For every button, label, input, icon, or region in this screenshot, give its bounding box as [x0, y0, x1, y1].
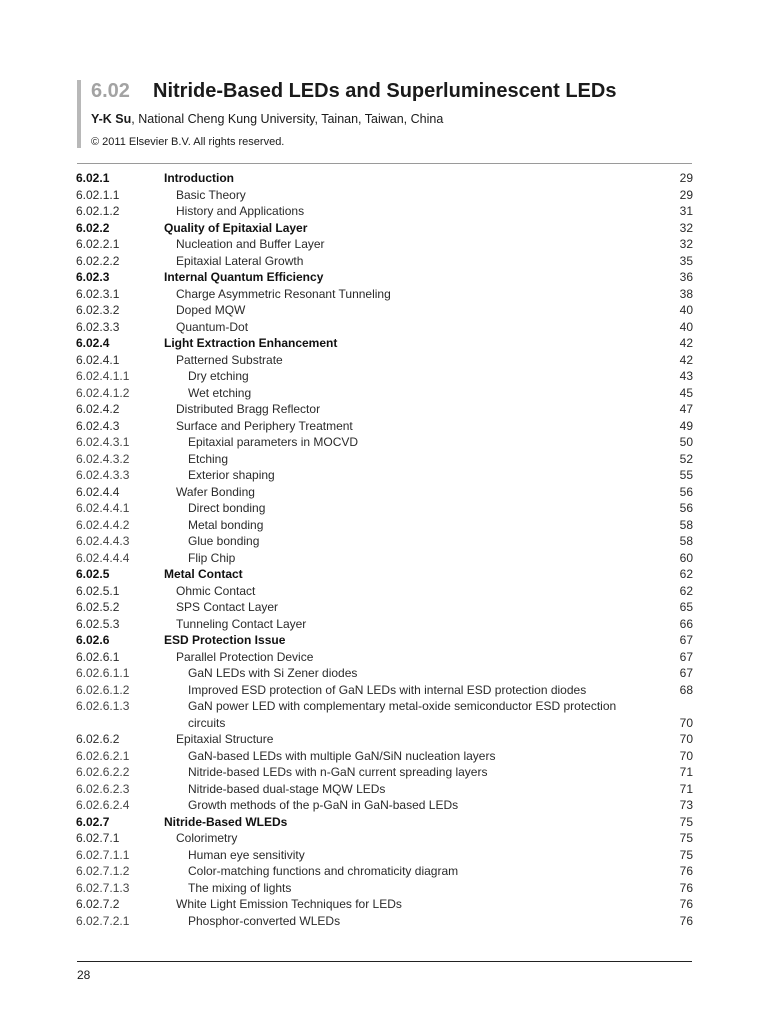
toc-page-number: 71	[679, 765, 693, 779]
toc-section-number: 6.02.4.4.3	[76, 534, 130, 548]
toc-section-number: 6.02.6.1.3	[76, 699, 130, 713]
toc-page-number: 60	[679, 550, 693, 565]
toc-page-number: 70	[679, 748, 693, 763]
author-affiliation: , National Cheng Kung University, Tainan, Taiwan, China	[131, 112, 444, 126]
toc-section-title: Epitaxial Structure	[176, 732, 274, 746]
toc-entry	[76, 566, 693, 583]
toc-section-number: 6.02.2	[76, 220, 110, 235]
toc-section-number: 6.02.7	[76, 814, 110, 829]
toc-entry	[76, 236, 693, 253]
toc-entry	[76, 385, 693, 402]
toc-section-number: 6.02.2.1	[76, 237, 120, 251]
toc-section-number: 6.02.4.2	[76, 402, 120, 416]
table-of-contents	[76, 170, 693, 929]
toc-page-number: 76	[679, 864, 693, 878]
toc-section-title: Quality of Epitaxial Layer	[164, 220, 308, 235]
toc-page-number: 70	[679, 715, 693, 730]
toc-entry	[76, 418, 693, 435]
toc-section-number: 6.02.7.1.1	[76, 847, 130, 862]
toc-entry	[76, 550, 693, 567]
toc-section-title: Introduction	[164, 171, 234, 185]
toc-section-number: 6.02.4.4.1	[76, 501, 130, 515]
toc-section-number: 6.02.6	[76, 633, 110, 647]
toc-entry	[76, 847, 693, 864]
toc-entry	[76, 583, 693, 600]
toc-section-title: Nucleation and Buffer Layer	[176, 237, 325, 251]
toc-section-number: 6.02.3.3	[76, 319, 120, 334]
chapter-title: Nitride-Based LEDs and Superluminescent LEDs	[153, 80, 617, 102]
toc-section-number: 6.02.6.1.2	[76, 682, 130, 697]
toc-section-title: Flip Chip	[188, 550, 236, 565]
toc-section-number: 6.02.4.3	[76, 418, 120, 433]
toc-entry	[76, 863, 693, 880]
toc-entry	[76, 814, 693, 831]
toc-section-title: GaN LEDs with Si Zener diodes	[188, 666, 358, 680]
toc-section-number: 6.02.3.1	[76, 286, 120, 301]
toc-entry	[76, 203, 693, 220]
toc-section-title: Growth methods of the p-GaN in GaN-based LEDs	[188, 798, 459, 812]
toc-page-number: 56	[679, 484, 693, 499]
toc-entry	[76, 170, 693, 187]
toc-section-title: Dry etching	[188, 369, 249, 383]
toc-page-number: 75	[679, 847, 693, 862]
toc-entry	[76, 665, 693, 682]
toc-section-title: Direct bonding	[188, 501, 266, 515]
toc-section-number: 6.02.6.2.2	[76, 765, 130, 779]
toc-section-title: Metal bonding	[188, 517, 264, 532]
toc-entry	[76, 302, 693, 319]
toc-entry	[76, 880, 693, 897]
toc-section-number: 6.02.6.2.4	[76, 798, 130, 812]
toc-entry	[76, 764, 693, 781]
toc-page-number: 73	[679, 798, 693, 812]
toc-page-number: 62	[679, 583, 693, 598]
toc-section-number: 6.02.6.2.1	[76, 748, 130, 763]
toc-entry	[76, 352, 693, 369]
chapter-header	[77, 80, 691, 148]
toc-entry	[76, 748, 693, 765]
toc-section-number: 6.02.4.1.2	[76, 385, 130, 400]
toc-section-number: 6.02.4.4	[76, 484, 120, 499]
toc-section-number: 6.02.4.3.2	[76, 451, 130, 466]
toc-entry	[76, 220, 693, 237]
toc-page-number: 62	[679, 567, 693, 581]
toc-section-title: Nitride-based LEDs with n-GaN current spreading layers	[188, 765, 488, 779]
toc-page-number: 43	[679, 369, 693, 383]
toc-section-number: 6.02.1.1	[76, 187, 120, 202]
toc-page-number: 49	[679, 418, 693, 433]
toc-section-title: Epitaxial Lateral Growth	[176, 253, 304, 268]
toc-page-number: 52	[679, 451, 693, 466]
toc-page-number: 68	[679, 682, 693, 697]
toc-section-number: 6.02.6.1	[76, 649, 120, 664]
toc-page-number: 40	[679, 303, 693, 317]
toc-page-number: 35	[679, 253, 693, 268]
toc-section-title: Wafer Bonding	[176, 484, 255, 499]
toc-entry	[76, 682, 693, 699]
toc-entry	[76, 500, 693, 517]
toc-section-number: 6.02.7.1.3	[76, 880, 130, 895]
toc-section-number: 6.02.6.1.1	[76, 666, 130, 680]
toc-entry	[76, 286, 693, 303]
toc-page-number: 42	[679, 352, 693, 367]
toc-section-title: Tunneling Contact Layer	[176, 616, 307, 631]
toc-entry	[76, 896, 693, 913]
toc-page-number: 56	[679, 501, 693, 515]
toc-section-number: 6.02.3	[76, 270, 110, 284]
toc-section-number: 6.02.5	[76, 567, 110, 581]
toc-entry	[76, 632, 693, 649]
toc-entry	[76, 187, 693, 204]
toc-section-title: History and Applications	[176, 204, 305, 218]
toc-page-number: 75	[679, 814, 693, 829]
toc-section-number: 6.02.3.2	[76, 303, 120, 317]
toc-section-number: 6.02.7.2.1	[76, 913, 130, 928]
toc-entry	[76, 253, 693, 270]
title-row	[91, 80, 691, 103]
toc-section-title: Doped MQW	[176, 303, 246, 317]
toc-page-number: 67	[679, 649, 693, 664]
toc-section-title: Exterior shaping	[188, 468, 275, 482]
toc-section-number: 6.02.5.1	[76, 583, 120, 598]
toc-section-title: Internal Quantum Efficiency	[164, 270, 324, 284]
toc-page-number: 32	[679, 237, 693, 251]
toc-section-number: 6.02.4.4.4	[76, 550, 130, 565]
toc-section-title: Improved ESD protection of GaN LEDs with internal ESD protection diodes	[188, 682, 587, 697]
toc-section-title: Distributed Bragg Reflector	[176, 402, 321, 416]
toc-section-title: Basic Theory	[176, 187, 246, 202]
toc-section-title: ESD Protection Issue	[164, 633, 286, 647]
toc-entry	[76, 830, 693, 847]
toc-entry	[76, 401, 693, 418]
toc-section-title: Parallel Protection Device	[176, 649, 314, 664]
toc-section-title: SPS Contact Layer	[176, 600, 279, 614]
toc-entry	[76, 797, 693, 814]
bottom-divider	[77, 961, 692, 962]
toc-page-number: 42	[679, 336, 693, 350]
toc-entry	[76, 599, 693, 616]
toc-section-title: Patterned Substrate	[176, 352, 283, 367]
toc-section-title: Nitride-Based WLEDs	[164, 814, 288, 829]
toc-section-title: Color-matching functions and chromaticity diagram	[188, 864, 459, 878]
toc-section-title: Metal Contact	[164, 567, 243, 581]
toc-entry	[76, 517, 693, 534]
toc-section-title: Glue bonding	[188, 534, 260, 548]
toc-page-number: 76	[679, 897, 693, 911]
toc-section-number: 6.02.4.3.3	[76, 468, 130, 482]
toc-section-number: 6.02.5.3	[76, 616, 120, 631]
toc-section-number: 6.02.4.1	[76, 352, 120, 367]
toc-page-number: 32	[679, 220, 693, 235]
toc-entry	[76, 533, 693, 550]
toc-page-number: 36	[679, 270, 693, 284]
toc-page-number: 70	[679, 732, 693, 746]
toc-section-number: 6.02.6.2	[76, 732, 120, 746]
toc-page-number: 75	[679, 831, 693, 845]
toc-page-number: 40	[679, 319, 693, 334]
toc-section-title: Quantum-Dot	[176, 319, 249, 334]
page-number: 28	[77, 968, 91, 982]
toc-page-number: 71	[679, 781, 693, 796]
toc-entry	[76, 467, 693, 484]
toc-entry	[76, 451, 693, 468]
toc-section-title: Wet etching	[188, 385, 252, 400]
toc-entry	[76, 616, 693, 633]
toc-page-number: 31	[679, 204, 693, 218]
chapter-number: 6.02	[91, 80, 130, 102]
top-divider	[77, 163, 692, 164]
toc-section-number: 6.02.7.1.2	[76, 864, 130, 878]
toc-page-number: 50	[679, 435, 693, 449]
toc-page-number: 65	[679, 600, 693, 614]
toc-section-title: Charge Asymmetric Resonant Tunneling	[176, 286, 391, 301]
toc-page-number: 58	[679, 517, 693, 532]
toc-section-number: 6.02.6.2.3	[76, 781, 130, 796]
toc-page-number: 67	[679, 633, 693, 647]
author-name: Y-K Su	[91, 112, 132, 126]
toc-page-number: 67	[679, 666, 693, 680]
toc-section-title: Phosphor-converted WLEDs	[188, 913, 341, 928]
toc-page-number: 29	[679, 187, 693, 202]
toc-section-title: Colorimetry	[176, 831, 238, 845]
toc-section-number: 6.02.5.2	[76, 600, 120, 614]
copyright-notice: © 2011 Elsevier B.V. All rights reserved.	[91, 136, 285, 148]
toc-entry	[76, 368, 693, 385]
toc-entry	[76, 269, 693, 286]
toc-section-number: 6.02.4.1.1	[76, 369, 130, 383]
toc-entry	[76, 731, 693, 748]
toc-section-title: Surface and Periphery Treatment	[176, 418, 353, 433]
toc-page-number: 45	[679, 385, 693, 400]
toc-section-number: 6.02.7.2	[76, 897, 120, 911]
toc-entry	[76, 913, 693, 930]
toc-section-number: 6.02.4	[76, 336, 110, 350]
toc-section-number: 6.02.4.4.2	[76, 517, 130, 532]
toc-entry	[76, 484, 693, 501]
toc-section-title: The mixing of lights	[188, 880, 292, 895]
toc-entry	[76, 319, 693, 336]
toc-section-number: 6.02.7.1	[76, 831, 120, 845]
toc-entry	[76, 649, 693, 666]
toc-section-number: 6.02.1	[76, 171, 110, 185]
toc-page-number: 58	[679, 534, 693, 548]
toc-page-number: 76	[679, 913, 693, 928]
toc-section-title: GaN-based LEDs with multiple GaN/SiN nucleation layers	[188, 748, 496, 763]
toc-page-number: 29	[679, 171, 693, 185]
toc-entry	[76, 698, 693, 731]
toc-section-title: Light Extraction Enhancement	[164, 336, 338, 350]
toc-entry	[76, 335, 693, 352]
toc-section-title: Human eye sensitivity	[188, 847, 305, 862]
toc-section-number: 6.02.4.3.1	[76, 435, 130, 449]
toc-section-title: Nitride-based dual-stage MQW LEDs	[188, 781, 386, 796]
toc-section-number: 6.02.2.2	[76, 253, 120, 268]
toc-section-number: 6.02.1.2	[76, 204, 120, 218]
author-line	[91, 112, 691, 126]
toc-entry	[76, 781, 693, 798]
toc-page-number: 76	[679, 880, 693, 895]
toc-section-title: Epitaxial parameters in MOCVD	[188, 435, 359, 449]
toc-section-title: Ohmic Contact	[176, 583, 256, 598]
toc-entry	[76, 434, 693, 451]
toc-section-title: Etching	[188, 451, 229, 466]
toc-section-title: GaN power LED with complementary metal-oxide semiconductor ESD protection circuits	[188, 699, 617, 730]
toc-page-number: 66	[679, 616, 693, 631]
toc-section-title: White Light Emission Techniques for LEDs	[176, 897, 402, 911]
toc-page-number: 55	[679, 468, 693, 482]
toc-page-number: 38	[679, 286, 693, 301]
toc-page-number: 47	[679, 402, 693, 416]
